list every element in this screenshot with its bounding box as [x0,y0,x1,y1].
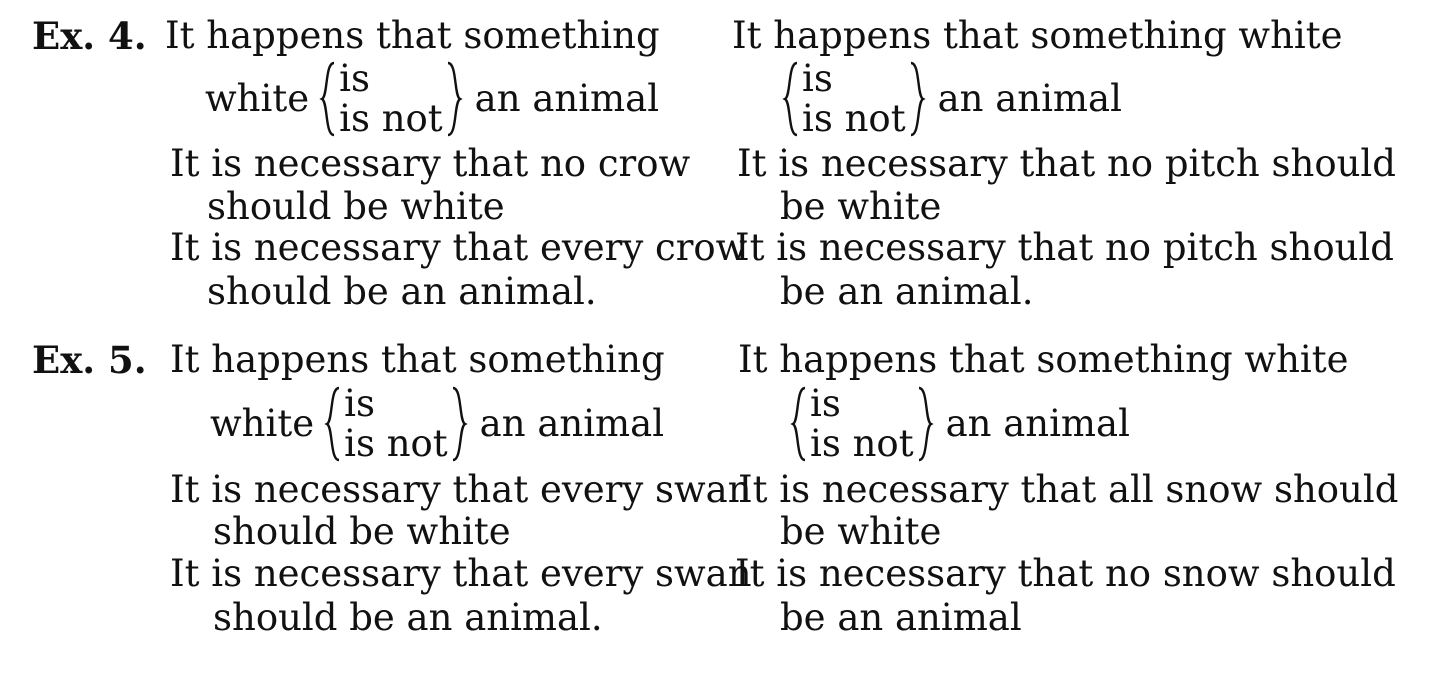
left-brace-icon [790,385,808,463]
ex4-right-premise2-line1: It is necessary that no pitch should [737,142,1396,185]
ex4-right-premise3-line2: be an animal. [780,270,1034,313]
option-is-not: is not [810,422,914,465]
ex4-right-premise1-post: an animal [937,77,1122,120]
example-5-label: Ex. 5. [32,338,147,382]
ex4-right-premise1-line1: It happens that something white [732,14,1343,57]
left-brace-icon [324,385,342,463]
left-brace-icon [319,60,337,138]
ex4-left-premise2-line2: should be white [207,185,505,228]
ex5-left-premise1-choice [210,382,664,466]
example-4-label: Ex. 4. [32,14,147,58]
ex4-left-premise1-choice [205,57,659,141]
ex5-left-premise3-line1: It is necessary that every swan [170,552,752,595]
option-is: is [810,382,841,425]
ex5-right-premise3-line1: It is necessary that no snow should [735,552,1396,595]
ex4-left-premise1-post: an animal [474,77,660,120]
option-is: is [339,57,370,100]
ex4-left-premise1-pre: white [205,77,310,120]
right-brace-icon [916,385,934,463]
option-is-not: is not [344,422,448,465]
ex5-right-premise2-line1: It is necessary that all snow should [738,468,1399,511]
ex5-left-premise3-line2: should be an animal. [213,596,603,639]
ex5-right-premise1-post: an animal [945,402,1130,445]
right-brace-icon [450,385,468,463]
option-is: is [802,57,833,100]
ex5-left-premise2-line1: It is necessary that every swan [170,468,752,511]
ex4-left-premise3-line1: It is necessary that every crow [170,226,748,269]
ex5-left-premise1-post: an animal [479,402,665,445]
ex4-right-premise2-line2: be white [780,185,942,228]
left-brace-icon [782,60,800,138]
ex4-left-premise1-line1: It happens that something [165,14,660,57]
ex5-left-premise2-line2: should be white [213,510,511,553]
ex5-right-premise1-line1: It happens that something white [738,338,1349,381]
right-brace-icon [908,60,926,138]
ex4-left-premise3-line2: should be an animal. [207,270,597,313]
ex5-left-premise1-line1: It happens that something [170,338,665,381]
right-brace-icon [445,60,463,138]
ex4-right-premise1-options [802,59,906,139]
ex4-left-premise1-options [339,59,443,139]
ex5-right-premise3-line2: be an animal [780,596,1022,639]
option-is: is [344,382,375,425]
ex5-left-premise1-options [344,384,448,464]
ex4-right-premise1-choice [782,57,1122,141]
option-is-not: is not [802,97,906,140]
ex5-right-premise2-line2: be white [780,510,942,553]
ex4-right-premise3-line1: It is necessary that no pitch should [735,226,1394,269]
option-is-not: is not [339,97,443,140]
ex5-left-premise1-pre: white [210,402,315,445]
ex5-right-premise1-choice [790,382,1130,466]
ex4-left-premise2-line1: It is necessary that no crow [170,142,691,185]
ex5-right-premise1-options [810,384,914,464]
